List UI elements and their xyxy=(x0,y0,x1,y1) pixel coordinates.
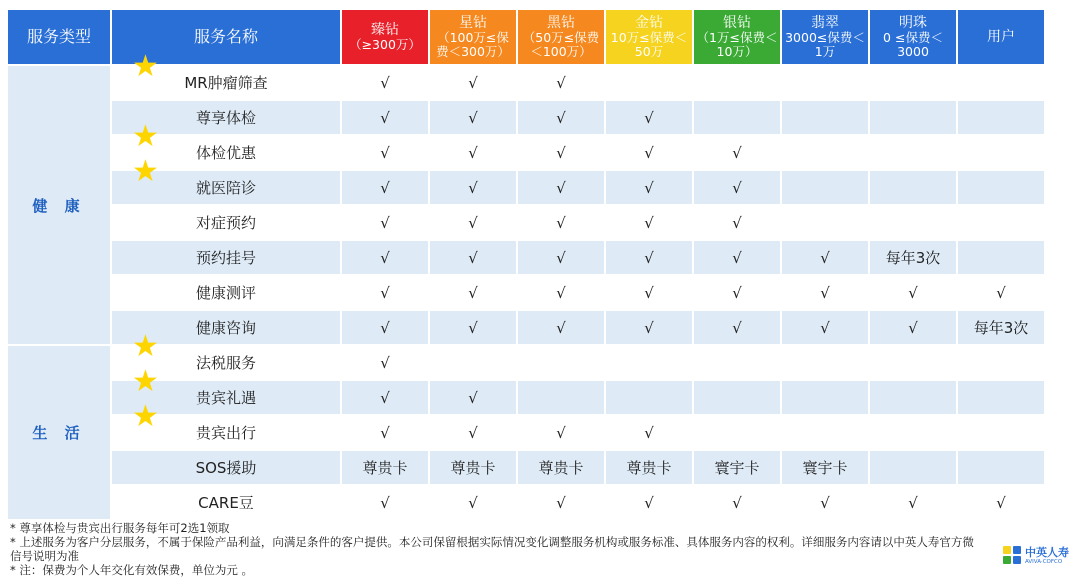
tier-cell: 寰宇卡 xyxy=(694,451,780,484)
tier-cell: √ xyxy=(342,66,428,99)
tier-cell: √ xyxy=(782,486,868,519)
tier-cell: 每年3次 xyxy=(870,241,956,274)
tier-cell: √ xyxy=(342,381,428,414)
tier-cell xyxy=(782,171,868,204)
tier-cell: √ xyxy=(518,416,604,449)
star-icon: ★ xyxy=(132,154,159,189)
tier-cell xyxy=(782,101,868,134)
tier-cell: √ xyxy=(694,486,780,519)
tier-cell: √ xyxy=(518,66,604,99)
table-row xyxy=(8,451,1044,484)
tier-cell xyxy=(958,416,1044,449)
logo-text-en: AVIVA·COFCO xyxy=(1025,559,1063,565)
service-name-header: 服务名称 xyxy=(112,10,340,64)
header-row xyxy=(8,10,1044,64)
tier-cell: √ xyxy=(870,311,956,344)
service-name-cell: 尊享体检 xyxy=(112,101,340,134)
tier-cell xyxy=(958,451,1044,484)
tier-cell xyxy=(870,206,956,239)
company-logo xyxy=(1003,542,1078,572)
tier-cell: √ xyxy=(430,381,516,414)
table-row xyxy=(8,416,1044,449)
category-life: 生 活 xyxy=(8,346,110,519)
tier-header-heizuan: 黑钻 （50万≤保费＜100万） xyxy=(518,10,604,64)
tier-cell: √ xyxy=(430,486,516,519)
service-name-cell: SOS援助 xyxy=(112,451,340,484)
tier-cell: √ xyxy=(518,241,604,274)
tier-cell: √ xyxy=(430,171,516,204)
footnote: * 注：保费为个人年交化有效保费，单位为元 。 xyxy=(10,563,254,577)
tier-cell: 尊贵卡 xyxy=(430,451,516,484)
tier-cell: √ xyxy=(430,241,516,274)
tier-cell xyxy=(958,66,1044,99)
tier-cell: √ xyxy=(870,486,956,519)
tier-cell: √ xyxy=(342,486,428,519)
tier-cell xyxy=(694,66,780,99)
tier-cell xyxy=(870,381,956,414)
tier-cell xyxy=(606,381,692,414)
service-name-cell: 贵宾出行 xyxy=(112,416,340,449)
service-table-area xyxy=(6,8,1041,521)
table-row xyxy=(8,241,1044,274)
table-row xyxy=(8,346,1044,379)
tier-cell: √ xyxy=(606,486,692,519)
tier-cell xyxy=(782,416,868,449)
tier-header-mingzhu: 明珠 0 ≤保费＜ 3000 xyxy=(870,10,956,64)
star-icon: ★ xyxy=(132,329,159,364)
table-row xyxy=(8,381,1044,414)
tier-cell: 尊贵卡 xyxy=(518,451,604,484)
tier-cell xyxy=(694,346,780,379)
tier-cell: √ xyxy=(342,136,428,169)
tier-cell: √ xyxy=(782,241,868,274)
tier-cell: √ xyxy=(606,136,692,169)
tier-cell: √ xyxy=(342,416,428,449)
tier-cell xyxy=(782,66,868,99)
service-name-cell: 法税服务 xyxy=(112,346,340,379)
footnotes xyxy=(10,521,980,577)
tier-cell: 寰宇卡 xyxy=(782,451,868,484)
tier-cell: √ xyxy=(694,311,780,344)
tier-cell xyxy=(958,136,1044,169)
table-row xyxy=(8,311,1044,344)
tier-cell: 尊贵卡 xyxy=(606,451,692,484)
table-row xyxy=(8,101,1044,134)
tier-cell xyxy=(870,171,956,204)
tier-cell xyxy=(958,241,1044,274)
star-icon: ★ xyxy=(132,364,159,399)
star-icon: ★ xyxy=(132,399,159,434)
tier-cell xyxy=(606,346,692,379)
tier-cell xyxy=(870,136,956,169)
tier-cell: √ xyxy=(342,346,428,379)
tier-cell: √ xyxy=(518,171,604,204)
tier-cell: √ xyxy=(518,136,604,169)
tier-cell: √ xyxy=(694,171,780,204)
star-icon: ★ xyxy=(132,119,159,154)
tier-cell: √ xyxy=(430,276,516,309)
service-name-cell: CARE豆 xyxy=(112,486,340,519)
tier-header-jinzuan: 金钻 10万≤保费＜50万 xyxy=(606,10,692,64)
tier-cell: √ xyxy=(430,416,516,449)
table-row xyxy=(8,171,1044,204)
tier-cell: √ xyxy=(958,486,1044,519)
tier-cell: √ xyxy=(430,136,516,169)
tier-cell: √ xyxy=(782,311,868,344)
table-row xyxy=(8,136,1044,169)
footnote: * 上述服务为客户分层服务，不属于保险产品利益，向满足条件的客户提供。本公司保留根据实际情况变化调整服务机构或服务标准、具体服务内容的权利。详细服务内容请以中英人寿官方微信号说明为准 xyxy=(10,535,974,563)
tier-cell xyxy=(518,346,604,379)
tier-cell: √ xyxy=(694,276,780,309)
tier-cell xyxy=(958,206,1044,239)
service-name-cell: 健康测评 xyxy=(112,276,340,309)
tier-cell xyxy=(958,171,1044,204)
tier-cell xyxy=(782,346,868,379)
tier-cell: √ xyxy=(606,206,692,239)
logo-mark-icon xyxy=(1003,546,1023,566)
tier-cell xyxy=(870,451,956,484)
tier-header-zhenzuan: 臻钻 （≥300万） xyxy=(342,10,428,64)
service-name-cell: MR肿瘤筛查 xyxy=(112,66,340,99)
tier-cell: √ xyxy=(342,206,428,239)
tier-cell: √ xyxy=(342,311,428,344)
category-health: 健 康 xyxy=(8,66,110,344)
table-row xyxy=(8,486,1044,519)
tier-cell: √ xyxy=(342,276,428,309)
tier-cell xyxy=(430,346,516,379)
logo-text-cn: 中英人寿 xyxy=(1025,546,1069,559)
service-name-cell: 贵宾礼遇 xyxy=(112,381,340,414)
service-name-cell: 健康咨询 xyxy=(112,311,340,344)
tier-cell: √ xyxy=(342,101,428,134)
tier-cell: √ xyxy=(430,66,516,99)
tier-cell: √ xyxy=(606,416,692,449)
tier-cell: √ xyxy=(694,136,780,169)
table-row xyxy=(8,66,1044,99)
tier-cell xyxy=(870,346,956,379)
service-tier-table xyxy=(6,8,1046,521)
service-type-header: 服务类型 xyxy=(8,10,110,64)
tier-header-xingzuan: 星钻 （100万≤保费＜300万） xyxy=(430,10,516,64)
tier-cell: √ xyxy=(694,241,780,274)
tier-cell xyxy=(782,136,868,169)
service-name-cell: 体检优惠 xyxy=(112,136,340,169)
tier-cell xyxy=(958,381,1044,414)
tier-cell: √ xyxy=(430,101,516,134)
tier-cell xyxy=(782,206,868,239)
tier-cell: √ xyxy=(958,276,1044,309)
tier-cell xyxy=(958,346,1044,379)
star-icon: ★ xyxy=(132,49,159,84)
tier-cell: √ xyxy=(606,311,692,344)
tier-cell: √ xyxy=(342,241,428,274)
tier-cell xyxy=(606,66,692,99)
tier-cell: √ xyxy=(342,171,428,204)
service-name-cell: 预约挂号 xyxy=(112,241,340,274)
tier-header-yinzuan: 银钻 （1万≤保费＜10万） xyxy=(694,10,780,64)
table-row xyxy=(8,276,1044,309)
tier-cell xyxy=(694,381,780,414)
tier-cell xyxy=(782,381,868,414)
tier-cell: √ xyxy=(870,276,956,309)
tier-cell: √ xyxy=(606,276,692,309)
tier-cell: √ xyxy=(606,171,692,204)
tier-cell: √ xyxy=(430,206,516,239)
service-table-body xyxy=(8,66,1044,519)
tier-cell: √ xyxy=(782,276,868,309)
tier-cell: √ xyxy=(518,276,604,309)
tier-cell xyxy=(694,101,780,134)
tier-cell xyxy=(870,101,956,134)
service-name-cell: 就医陪诊 xyxy=(112,171,340,204)
tier-cell: 尊贵卡 xyxy=(342,451,428,484)
tier-cell: √ xyxy=(606,241,692,274)
table-row xyxy=(8,206,1044,239)
service-name-cell: 对症预约 xyxy=(112,206,340,239)
tier-cell xyxy=(958,101,1044,134)
tier-cell: √ xyxy=(518,311,604,344)
tier-cell xyxy=(694,416,780,449)
tier-cell: √ xyxy=(430,311,516,344)
tier-cell: √ xyxy=(518,206,604,239)
tier-cell: √ xyxy=(694,206,780,239)
tier-cell: √ xyxy=(518,101,604,134)
tier-header-user: 用户 xyxy=(958,10,1044,64)
tier-header-feicui: 翡翠 3000≤保费＜1万 xyxy=(782,10,868,64)
tier-cell xyxy=(870,66,956,99)
tier-cell xyxy=(870,416,956,449)
tier-cell: √ xyxy=(606,101,692,134)
tier-cell xyxy=(518,381,604,414)
footnote: * 尊享体检与贵宾出行服务每年可2选1领取 xyxy=(10,521,230,535)
tier-cell: 每年3次 xyxy=(958,311,1044,344)
tier-cell: √ xyxy=(518,486,604,519)
